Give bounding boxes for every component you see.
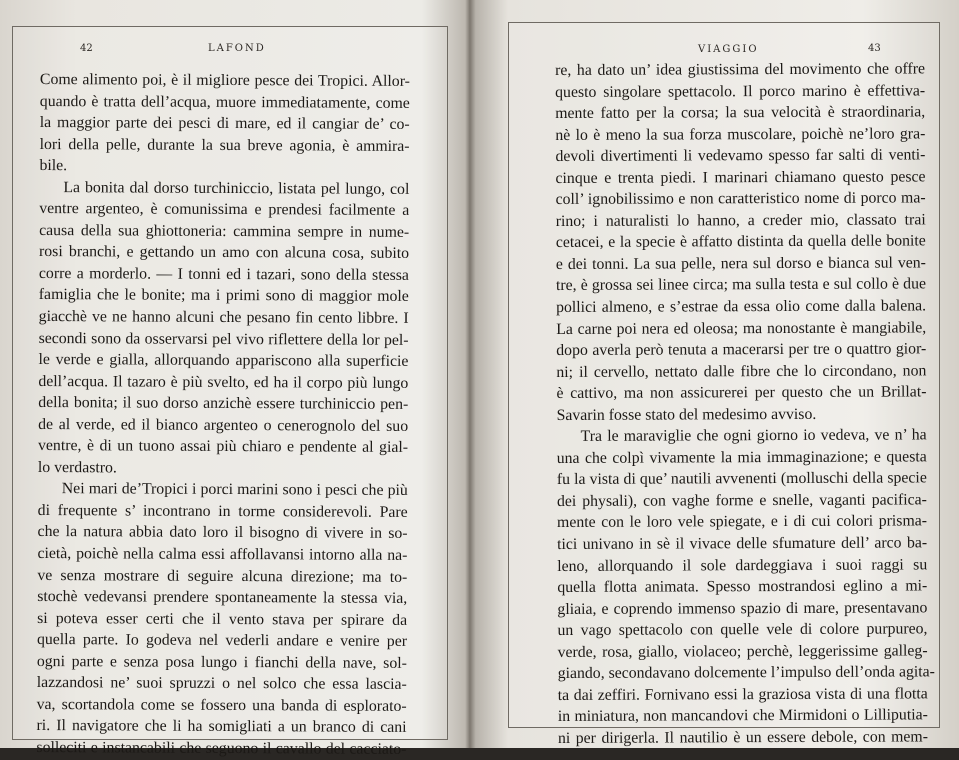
- text-line: va, scortandola come se fossero una banda di esplorato-: [36, 695, 407, 715]
- text-line: mente con le loro vele spiegate, e i di cui colori prisma-: [556, 512, 928, 532]
- text-line: Come alimento poi, è il migliore pesce dei Tropici. Allor-: [39, 70, 410, 90]
- text-line: la maggior parte dei pesci di mare, ed il cangiar de’ co-: [39, 114, 410, 134]
- text-line: si poteva esser certi che il vento stava per spirare da: [37, 609, 408, 629]
- text-line: leno, allorquando il sole dardeggiava i suoi raggi su: [557, 555, 928, 575]
- text-line: famiglia che le bonite; ma i primi sono di maggior mole: [38, 286, 409, 306]
- text-line: bile.: [39, 157, 68, 175]
- text-line: rosi branchi, e gettando un amo con alcuna cosa, subito: [38, 243, 410, 263]
- text-line: giando, secondavano dolcemente l’impulso dell’onda agita-: [557, 663, 935, 683]
- text-line: Tra le maraviglie che ogni giorno io vedeva, ve n’ ha: [580, 426, 927, 446]
- text-line: di frequente s’ incontrano in torme considerevoli. Pare: [37, 501, 408, 521]
- text-line: dei physali), con vaghe forme e snelle, vaganti pacifica-: [556, 491, 927, 510]
- left-page: [0, 0, 468, 758]
- text-line: ni per dirigerla. Il nautilio è un essere debole, con mem-: [557, 728, 928, 747]
- text-line: una che colpì vivamente la mia immaginazione; e questa: [556, 448, 927, 467]
- text-line: quella parte. Io godeva nel vederli andare e venire per: [36, 631, 408, 651]
- right-page-text: [555, 58, 935, 749]
- text-line: gliaia, e coprendo immenso spazio di mare, presentavano: [557, 599, 928, 618]
- text-line: solleciti e instancabili che seguono il cavallo del cacciato-: [36, 738, 407, 758]
- text-line: cietà, poichè nella calma essi affollavansi intorno alla na-: [37, 545, 408, 564]
- text-line: ri. Il navigatore che li ha somigliati a un branco di cani: [36, 717, 407, 737]
- text-line: quella flotta animata. Spesso mostrandosi eglino a mi-: [557, 577, 928, 597]
- right-page: [470, 0, 959, 748]
- text-line: coll’ ignobilissimo e non caratteristico nome di porco ma-: [555, 189, 926, 209]
- text-line: pollici almeno, e s’estrae da essa olio come dalla balena.: [556, 297, 927, 317]
- text-line: Savarin fosse stato del medesimo avviso.: [556, 405, 817, 424]
- left-page-number: 42: [80, 43, 93, 54]
- right-page-number: 43: [868, 43, 881, 54]
- text-line: nè lo è meno la sua forza muscolare, poichè ne’loro gra-: [555, 125, 926, 144]
- text-line: dopo averla però tenuta a macerarsi per tre o quattro gior-: [556, 340, 927, 360]
- text-line: corre a morderlo. — I tonni ed i tazari, sono della stessa: [38, 264, 409, 284]
- text-line: e dei tonni. La sua pelle, nera sul dorso e bianca sul ven-: [555, 254, 926, 273]
- text-line: ni; il cervello, nettato dalle fibre che lo circondano, non: [556, 362, 927, 381]
- text-line: de al verde, ed il bianco argenteo o cenerognolo del suo: [38, 415, 409, 435]
- left-page-text: [36, 69, 410, 760]
- text-line: è cattivo, ma non assicurerei per questo che un Brillat-: [556, 383, 927, 403]
- text-line: lori della pelle, durante la sua breve agonia, è ammira-: [39, 135, 410, 155]
- text-line: La carne poi nera ed oleosa; ma nonostante è mangiabile,: [556, 318, 927, 338]
- text-line: rino; i naturalisti lo hanno, a creder mio, classato trai: [555, 211, 926, 230]
- text-line: dell’acqua. Il tazaro è più svelto, ed ha il corpo più lungo: [38, 372, 409, 392]
- text-line: ta dai zeffiri. Fornivano essi la graziosa vista di una flotta: [557, 685, 928, 704]
- text-line: che la natura abbia dato loro il bisogno di vivere in so-: [37, 523, 408, 543]
- text-line: re, ha dato un’ idea giustissima del movimento che offre: [555, 60, 926, 79]
- text-line: secondi sono da osservarsi pel vivo riflettere della lor pel-: [38, 329, 409, 349]
- text-line: giacchè ve ne hanno alcuni che pesano fin cento libbre. I: [38, 308, 409, 327]
- text-line: tici univano in sè il vivace delle sfumature dell’ arco ba-: [557, 534, 928, 554]
- text-line: ogni parte e senza posa lungo i fianchi della nave, sol-: [36, 652, 407, 672]
- text-line: causa della sua ghiottoneria: cammina sempre in nume-: [39, 221, 410, 241]
- text-line: devoli divertimenti li vedevamo spesso far salti di venti-: [555, 146, 926, 166]
- text-line: ventre, è di un tuono assai più chiaro e pendente al gial-: [37, 437, 409, 457]
- text-line: in miniatura, non mancandovi che Mirmidoni o Lilliputia-: [557, 706, 928, 726]
- left-running-head: LAFOND: [208, 43, 266, 54]
- text-line: verde, rosa, giallo, violaceo; perchè, leggerissime galleg-: [557, 642, 928, 661]
- text-line: mente fatto per la corsa; la sua velocità è straordinaria,: [555, 103, 926, 123]
- text-line: stochè vedevansi prendere spontaneamente la stessa via,: [37, 588, 408, 608]
- text-line: quando è tratta dell’acqua, muore immediatamente, come: [39, 92, 410, 112]
- text-line: Nei mari de’Tropici i porci marini sono i pesci che più: [61, 480, 408, 500]
- text-line: un vago spettacolo con quelle vele di colore purpureo,: [557, 620, 928, 640]
- right-running-head: VIAGGIO: [698, 44, 759, 55]
- text-line: lazzandosi ne’ suoi spruzzi o nel solco che essa lascia-: [36, 674, 407, 694]
- text-line: le verde e gialla, allorquando appariscono alla superficie: [38, 351, 409, 371]
- text-line: tre, è grossa sei linee circa; ma sulla testa e sul collo è due: [555, 275, 927, 295]
- text-line: cinque e trenta piedi. I marinari chiamano questo pesce: [555, 168, 926, 187]
- text-line: La bonita dal dorso turchiniccio, listata pel lungo, col: [63, 178, 410, 198]
- text-line: fu la vista di que’ nautili avvenenti (molluschi della specie: [556, 469, 927, 489]
- text-line: cetacei, e la specie è affatto distinta da quella delle bonite: [555, 232, 926, 252]
- text-line: questo singolare spettacolo. Il porco marino è effettiva-: [555, 81, 926, 101]
- text-line: ventre argenteo, è comunissima e prendesi facilmente a: [39, 200, 410, 220]
- text-line: lo verdastro.: [37, 458, 117, 477]
- text-line: ve senza mostrare di seguire alcuna direzione; ma to-: [37, 566, 408, 586]
- text-line: della bonita; il suo dorso anzichè essere turchiniccio pen-: [38, 394, 409, 414]
